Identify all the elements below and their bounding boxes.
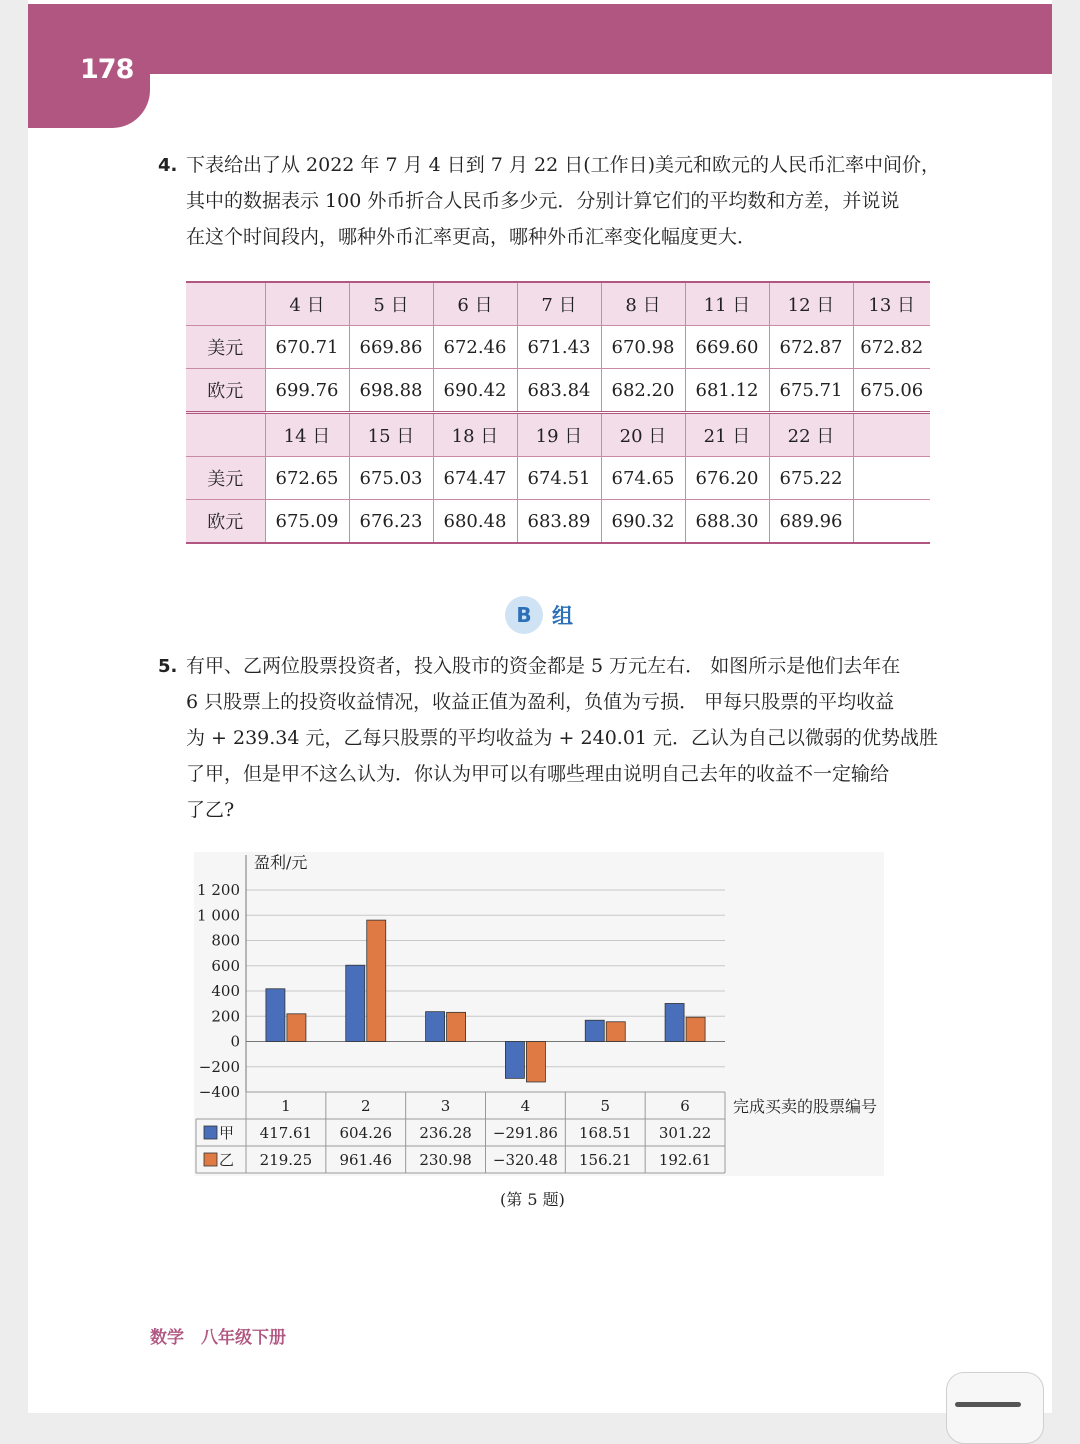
- table-cell: 670.71: [265, 326, 349, 369]
- bar-甲: [426, 1012, 445, 1042]
- table-header-cell: 14 日: [265, 413, 349, 457]
- question-5-line: 有甲、乙两位股票投资者，投入股市的资金都是 5 万元左右． 如图所示是他们去年在: [186, 655, 901, 677]
- table-cell: 675.22: [769, 457, 853, 500]
- row-label-eur: 欧元: [186, 369, 265, 413]
- question-4-number: 4.: [158, 155, 178, 176]
- question-5-line: 了甲，但是甲不这么认为．你认为甲可以有哪些理由说明自己去年的收益不一定输给: [186, 763, 890, 785]
- data-label: −291.86: [492, 1124, 558, 1142]
- question-5-line: 6 只股票上的投资收益情况，收益正值为盈利，负值为亏损． 甲每只股票的平均收益: [186, 691, 895, 713]
- data-label: 156.21: [579, 1151, 632, 1169]
- table-cell: 670.98: [601, 326, 685, 369]
- table-header-cell: 8 日: [601, 282, 685, 326]
- table-cell: 698.88: [349, 369, 433, 413]
- x-tick-label: 4: [520, 1097, 531, 1115]
- table-cell: 675.71: [769, 369, 853, 413]
- table-cell: 669.86: [349, 326, 433, 369]
- question-4-line: 下表给出了从 2022 年 7 月 4 日到 7 月 22 日(工作日)美元和欧元的人民币汇率中间价，: [186, 154, 941, 176]
- figure-caption: (第 5 题): [500, 1190, 565, 1209]
- table-header-cell: 22 日: [769, 413, 853, 457]
- table-header-cell: 13 日: [853, 282, 930, 326]
- table-cell: 690.32: [601, 500, 685, 544]
- data-label: 417.61: [259, 1124, 313, 1142]
- bar-乙: [287, 1014, 306, 1042]
- question-4-line: 在这个时间段内，哪种外币汇率更高，哪种外币汇率变化幅度更大．: [186, 226, 757, 248]
- question-4-line: 其中的数据表示 100 外币折合人民币多少元．分别计算它们的平均数和方差，并说说: [186, 190, 900, 212]
- data-label: 301.22: [658, 1124, 712, 1142]
- x-tick-label: 5: [600, 1097, 611, 1115]
- y-axis-label: 盈利/元: [254, 853, 308, 872]
- legend-swatch-乙: [204, 1153, 217, 1166]
- x-tick-label: 3: [440, 1097, 451, 1115]
- table-cell: 669.60: [685, 326, 769, 369]
- table-header-cell: 5 日: [349, 282, 433, 326]
- table-cell: 683.84: [517, 369, 601, 413]
- group-b-label: 组: [552, 604, 573, 628]
- table-cell: 675.03: [349, 457, 433, 500]
- y-tick-label: 1 200: [197, 881, 240, 899]
- table-cell: 675.09: [265, 500, 349, 544]
- bar-乙: [367, 920, 386, 1041]
- y-tick-label: 0: [230, 1032, 240, 1051]
- table-cell: 672.87: [769, 326, 853, 369]
- table-header-cell: 15 日: [349, 413, 433, 457]
- data-label: 219.25: [259, 1151, 313, 1169]
- legend-label: 乙: [219, 1151, 235, 1169]
- y-tick-label: 200: [211, 1007, 240, 1026]
- table-cell: 680.48: [433, 500, 517, 544]
- data-label: −320.48: [492, 1151, 558, 1169]
- table-cell: 690.42: [433, 369, 517, 413]
- data-label: 961.46: [339, 1151, 392, 1169]
- table-cell: 674.51: [517, 457, 601, 500]
- table-cell: 682.20: [601, 369, 685, 413]
- table-cell: 674.47: [433, 457, 517, 500]
- table-header-cell: 21 日: [685, 413, 769, 457]
- group-b-badge: B: [505, 596, 543, 634]
- table-cell: 672.82: [853, 326, 930, 369]
- table-cell: 676.20: [685, 457, 769, 500]
- table-header-cell: 7 日: [517, 282, 601, 326]
- table-cell: 675.06: [853, 369, 930, 413]
- row-label-eur: 欧元: [186, 500, 265, 544]
- y-tick-label: 800: [211, 931, 240, 950]
- table-header-cell: 4 日: [265, 282, 349, 326]
- bar-甲: [665, 1003, 684, 1041]
- footer-book-title: 数学 八年级下册: [150, 1328, 286, 1348]
- page-number: 178: [80, 54, 134, 85]
- bar-乙: [447, 1012, 466, 1041]
- table-header-cell: 18 日: [433, 413, 517, 457]
- bar-乙: [526, 1042, 545, 1082]
- question-5-line: 了乙?: [186, 799, 235, 821]
- question-5-line: 为 + 239.34 元，乙每只股票的平均收益为 + 240.01 元．乙认为自己以微弱的优势战胜: [186, 727, 939, 749]
- legend-label: 甲: [219, 1124, 235, 1142]
- table-cell: 681.12: [685, 369, 769, 413]
- x-axis-label: 完成买卖的股票编号: [733, 1097, 878, 1116]
- data-label: 236.28: [419, 1124, 472, 1142]
- y-tick-label: 600: [211, 956, 240, 975]
- row-label-usd: 美元: [186, 457, 265, 500]
- y-tick-label: −200: [198, 1057, 240, 1076]
- x-tick-label: 1: [281, 1097, 291, 1115]
- bar-甲: [585, 1020, 604, 1041]
- table-cell: 699.76: [265, 369, 349, 413]
- data-label: 604.26: [339, 1124, 392, 1142]
- question-5-number: 5.: [158, 656, 178, 677]
- x-tick-label: 2: [360, 1097, 371, 1115]
- scroll-handle-button[interactable]: [946, 1372, 1044, 1444]
- table-cell: 688.30: [685, 500, 769, 544]
- table-header-cell: 20 日: [601, 413, 685, 457]
- bar-甲: [266, 989, 285, 1042]
- table-header-cell: 19 日: [517, 413, 601, 457]
- handle-bar-icon: [955, 1402, 1021, 1407]
- row-label-usd: 美元: [186, 326, 265, 369]
- y-tick-label: −400: [198, 1083, 240, 1101]
- data-label: 192.61: [658, 1151, 712, 1169]
- table-cell: 672.65: [265, 457, 349, 500]
- table-header-cell: 11 日: [685, 282, 769, 326]
- table-cell: 683.89: [517, 500, 601, 544]
- data-label: 168.51: [579, 1124, 632, 1142]
- bar-乙: [606, 1022, 625, 1042]
- table-header-cell: 12 日: [769, 282, 853, 326]
- table-cell: 689.96: [769, 500, 853, 544]
- table-header-cell: 6 日: [433, 282, 517, 326]
- bar-甲: [505, 1042, 524, 1079]
- y-tick-label: 400: [211, 982, 240, 1000]
- bar-乙: [686, 1017, 705, 1041]
- legend-swatch-甲: [204, 1126, 217, 1139]
- table-cell: 674.65: [601, 457, 685, 500]
- table-cell: 676.23: [349, 500, 433, 544]
- y-tick-label: 1 000: [197, 906, 240, 925]
- table-cell: 672.46: [433, 326, 517, 369]
- data-label: 230.98: [419, 1151, 472, 1169]
- table-cell: 671.43: [517, 326, 601, 369]
- bar-甲: [346, 965, 365, 1041]
- x-tick-label: 6: [680, 1097, 690, 1115]
